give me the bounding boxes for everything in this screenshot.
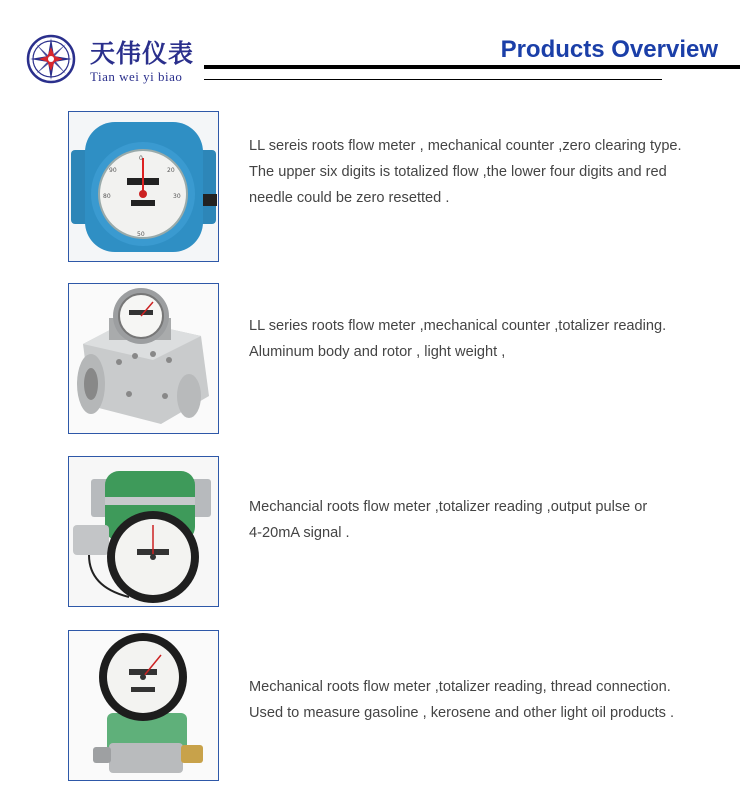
brand-chinese-name: 天伟仪表 <box>90 39 195 68</box>
svg-text:30: 30 <box>173 193 181 200</box>
pulse-output-roots-flow-meter-image <box>68 456 219 607</box>
description-line: LL sereis roots flow meter , mechanical counter ,zero clearing type. <box>249 138 682 154</box>
page-header <box>0 0 750 95</box>
description-line: Used to measure gasoline , kerosene and other light oil products . <box>249 705 675 721</box>
threaded-roots-flow-meter-image <box>68 630 219 781</box>
star-compass-logo-icon <box>26 34 76 84</box>
brand-pinyin-name: Tian wei yi biao <box>90 69 183 84</box>
product-description <box>249 133 682 211</box>
product-description <box>249 674 674 726</box>
description-line: LL series roots flow meter ,mechanical counter ,totalizer reading. <box>249 318 667 334</box>
description-line: needle could be zero resetted . <box>249 190 450 206</box>
header-divider-thin <box>204 79 662 80</box>
svg-text:0: 0 <box>139 155 143 162</box>
aluminum-roots-flow-meter-image <box>68 283 219 434</box>
svg-text:50: 50 <box>137 231 145 238</box>
product-description <box>249 494 647 546</box>
description-line: Aluminum body and rotor , light weight , <box>249 344 506 360</box>
svg-text:80: 80 <box>103 193 111 200</box>
svg-text:90: 90 <box>109 167 117 174</box>
description-line: Mechancial roots flow meter ,totalizer reading ,output pulse or <box>249 499 648 515</box>
header-divider-thick <box>204 65 740 69</box>
description-line: The upper six digits is totalized flow ,the lower four digits and red <box>249 164 667 180</box>
blue-roots-flow-meter-image <box>68 111 219 262</box>
description-line: Mechanical roots flow meter ,totalizer reading, thread connection. <box>249 679 671 695</box>
description-line: 4-20mA signal . <box>249 525 350 541</box>
product-description <box>249 313 666 365</box>
page-title: Products Overview <box>500 36 718 63</box>
svg-text:20: 20 <box>167 167 175 174</box>
